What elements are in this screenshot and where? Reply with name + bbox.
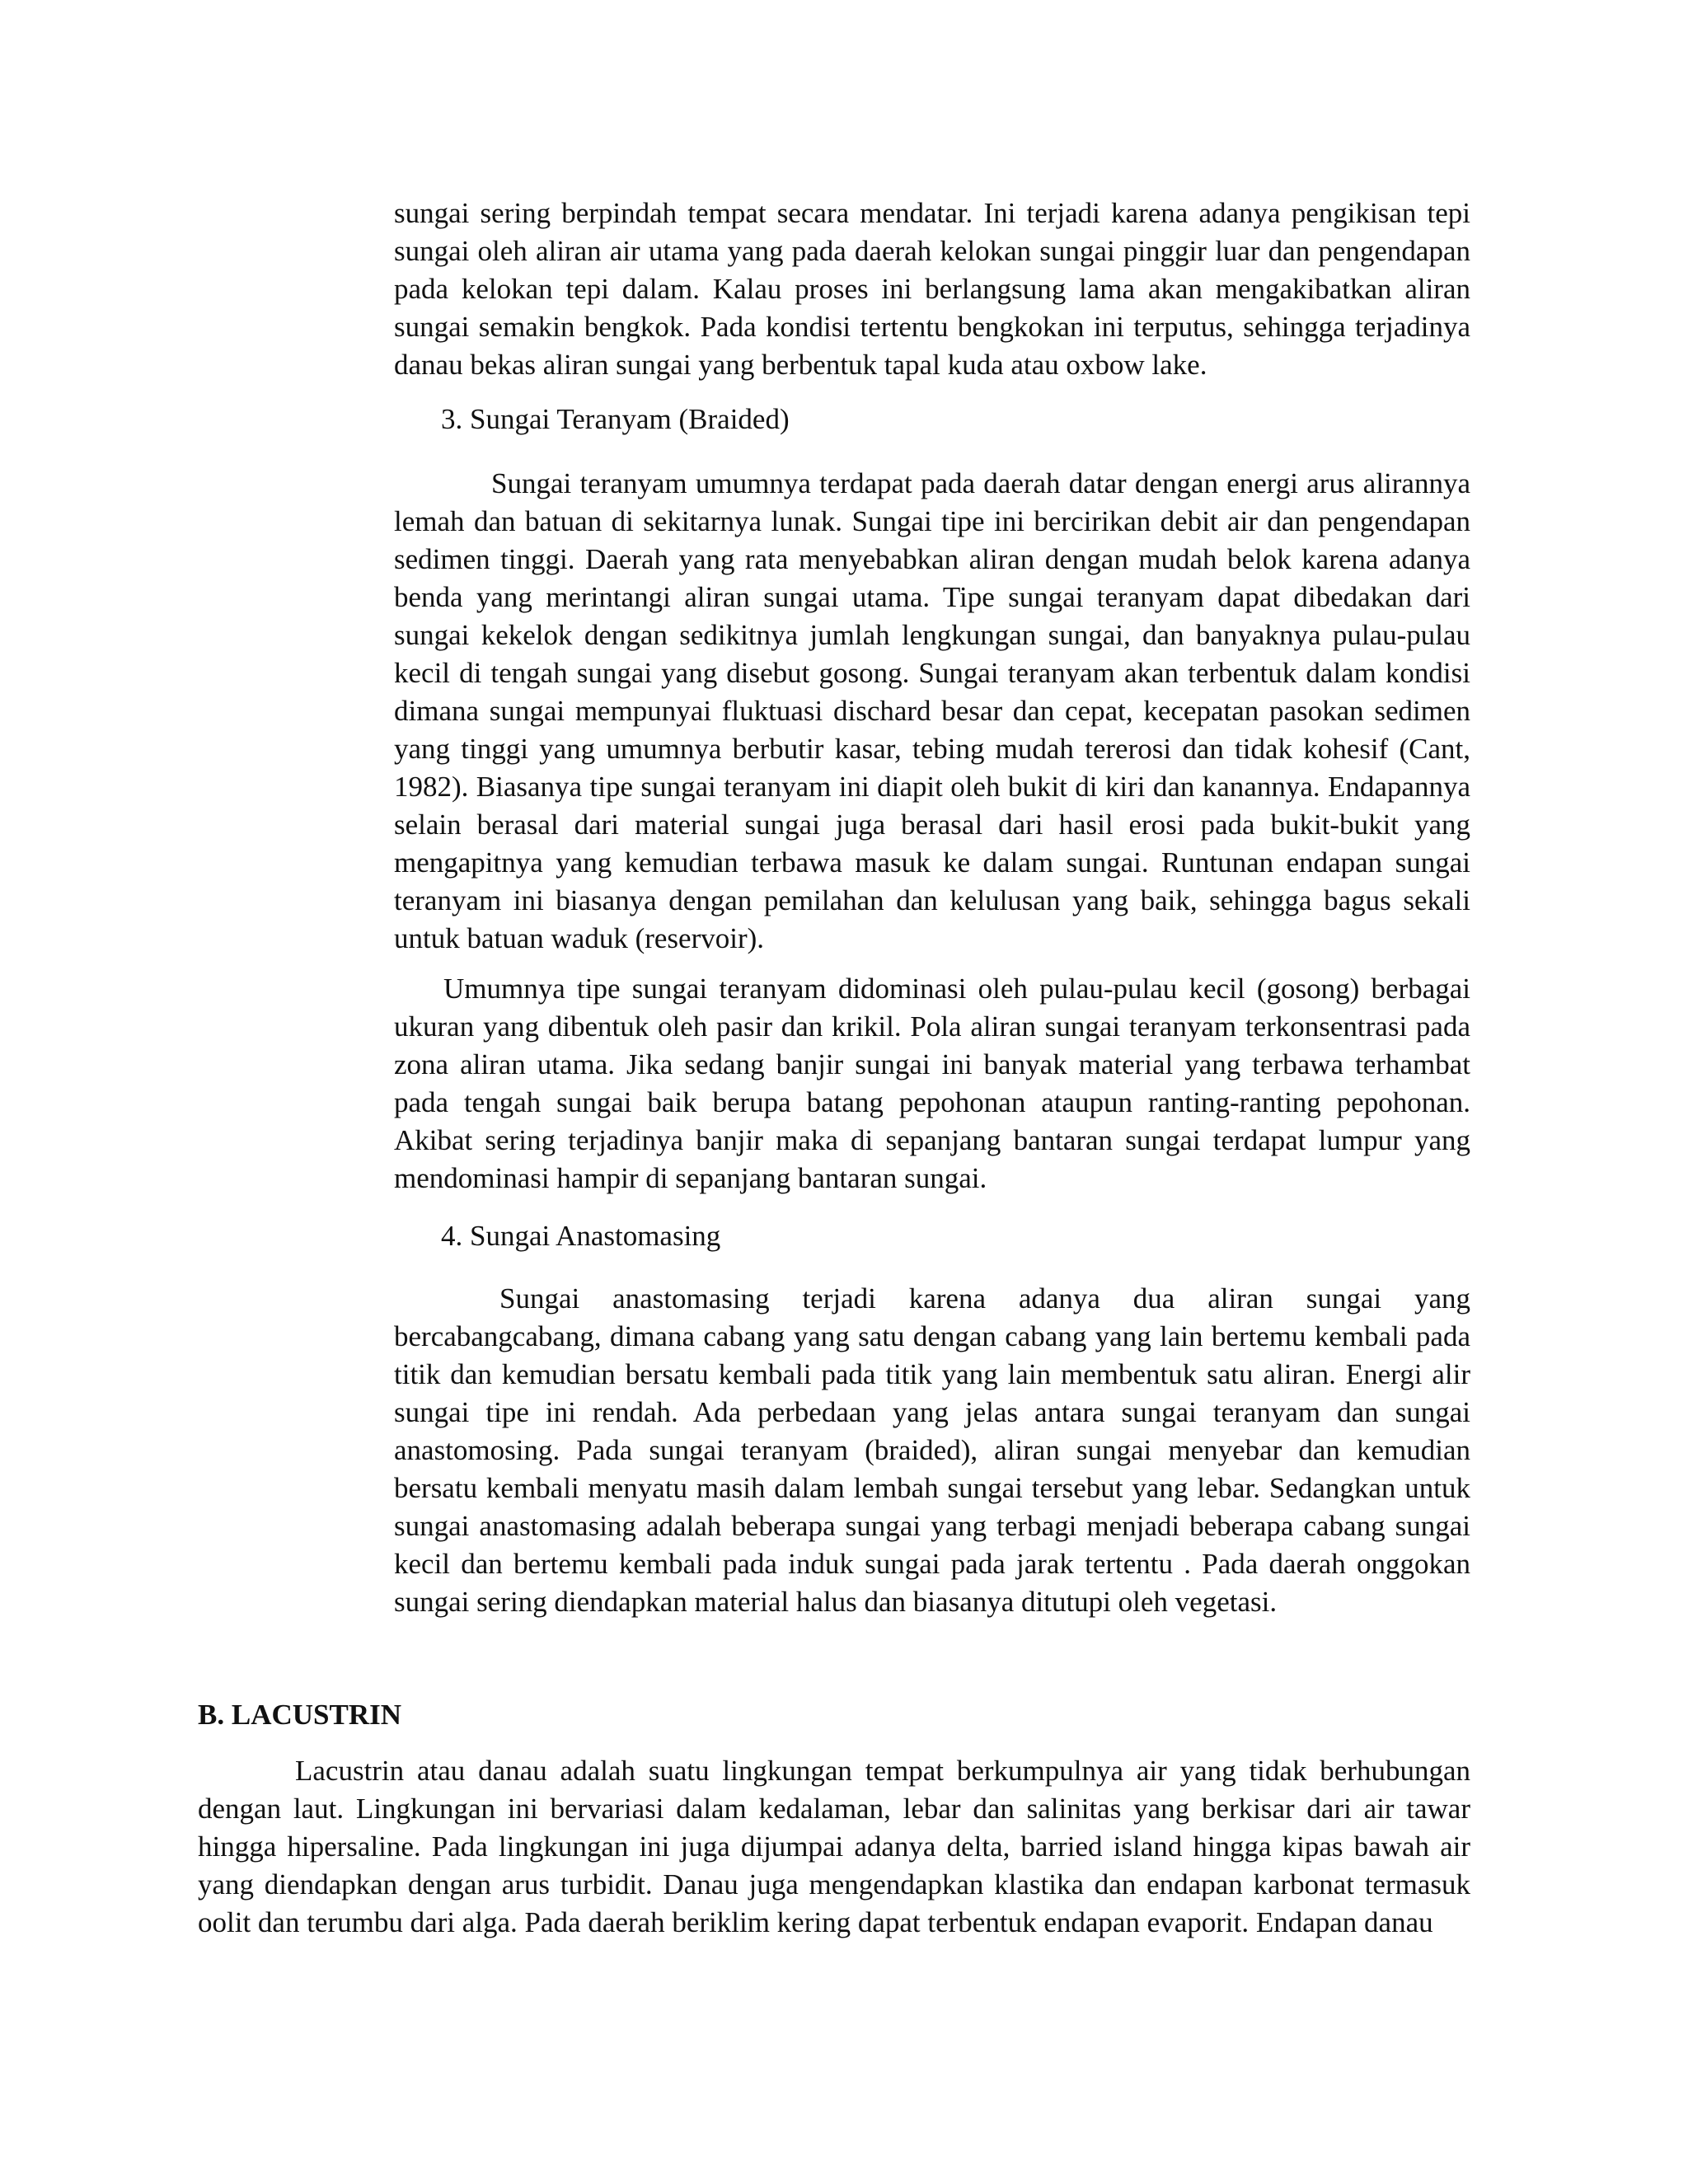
braided-paragraph-2: Umumnya tipe sungai teranyam didominasi oleh pulau-pulau kecil (gosong) berbagai ukuran yang dibentuk oleh pasir dan krikil. Pola aliran sungai teranyam terkonsentrasi pada zona aliran utama. Jika sedang banjir sungai ini banyak material yang terbawa terhambat pada tengah sungai baik berupa batang pepohonan ataupun ranting-ranting pepohonan. Akibat sering terjadinya banjir maka di sepanjang bantaran sungai terdapat lumpur yang mendominasi hampir di sepanjang bantaran sungai. [394,972,1470,1194]
anastomosing-river-heading: 4. Sungai Anastomasing [441,1220,721,1252]
anastomosing-paragraph-1: Sungai anastomasing terjadi karena adanya dua aliran sungai yang bercabangcabang, dimana cabang yang satu dengan cabang yang lain bertemu kembali pada titik dan kemudian bersatu kembali pada titik yang lain membentuk satu aliran. Energi alir sungai tipe ini rendah. Ada perbedaan yang jelas antara sungai teranyam dan sungai anastomosing. Pada sungai teranyam (braided), aliran sungai menyebar dan kemudian bersatu kembali menyatu masih dalam lembah sungai tersebut yang lebar. Sedangkan untuk sungai anastomasing adalah beberapa sungai yang terbagi menjadi beberapa cabang sungai kecil dan bertemu kembali pada induk sungai pada jarak tertentu . Pada daerah onggokan sungai sering diendapkan material halus dan biasanya ditutupi oleh vegetasi. [394,1282,1470,1618]
meander-continuation-paragraph: sungai sering berpindah tempat secara mendatar. Ini terjadi karena adanya pengikisan tepi sungai oleh aliran air utama yang pada daerah kelokan sungai pinggir luar dan pengendapan pada kelokan tepi dalam. Kalau proses ini berlangsung lama akan mengakibatkan aliran sungai semakin bengkok. Pada kondisi tertentu bengkokan ini terputus, sehingga terjadinya danau bekas aliran sungai yang berbentuk tapal kuda atau oxbow lake. [394,197,1470,381]
lacustrin-section-heading: B. LACUSTRIN [198,1699,401,1731]
lacustrin-paragraph-1: Lacustrin atau danau adalah suatu lingkungan tempat berkumpulnya air yang tidak berhubungan dengan laut. Lingkungan ini bervariasi dalam kedalaman, lebar dan salinitas yang berkisar dari air tawar hingga hipersaline. Pada lingkungan ini juga dijumpai adanya delta, barried island hingga kipas bawah air yang diendapkan dengan arus turbidit. Danau juga mengendapkan klastika dan endapan karbonat termasuk oolit dan terumbu dari alga. Pada daerah beriklim kering dapat terbentuk endapan evaporit. Endapan danau [198,1755,1470,1938]
braided-river-heading: 3. Sungai Teranyam (Braided) [441,403,790,435]
braided-paragraph-1: Sungai teranyam umumnya terdapat pada daerah datar dengan energi arus alirannya lemah dan batuan di sekitarnya lunak. Sungai tipe ini bercirikan debit air dan pengendapan sedimen tinggi. Daerah yang rata menyebabkan aliran dengan mudah belok karena adanya benda yang merintangi aliran sungai utama. Tipe sungai teranyam dapat dibedakan dari sungai kekelok dengan sedikitnya jumlah lengkungan sungai, dan banyaknya pulau-pulau kecil di tengah sungai yang disebut gosong. Sungai teranyam akan terbentuk dalam kondisi dimana sungai mempunyai fluktuasi dischard besar dan cepat, kecepatan pasokan sedimen yang tinggi yang umumnya berbutir kasar, tebing mudah tererosi dan tidak kohesif (Cant, 1982). Biasanya tipe sungai teranyam ini diapit oleh bukit di kiri dan kanannya. Endapannya selain berasal dari material sungai juga berasal dari hasil erosi pada bukit-bukit yang mengapitnya yang kemudian terbawa masuk ke dalam sungai. Runtunan endapan sungai teranyam ini biasanya dengan pemilahan dan kelulusan yang baik, sehingga bagus sekali untuk batuan waduk (reservoir). [394,467,1470,954]
